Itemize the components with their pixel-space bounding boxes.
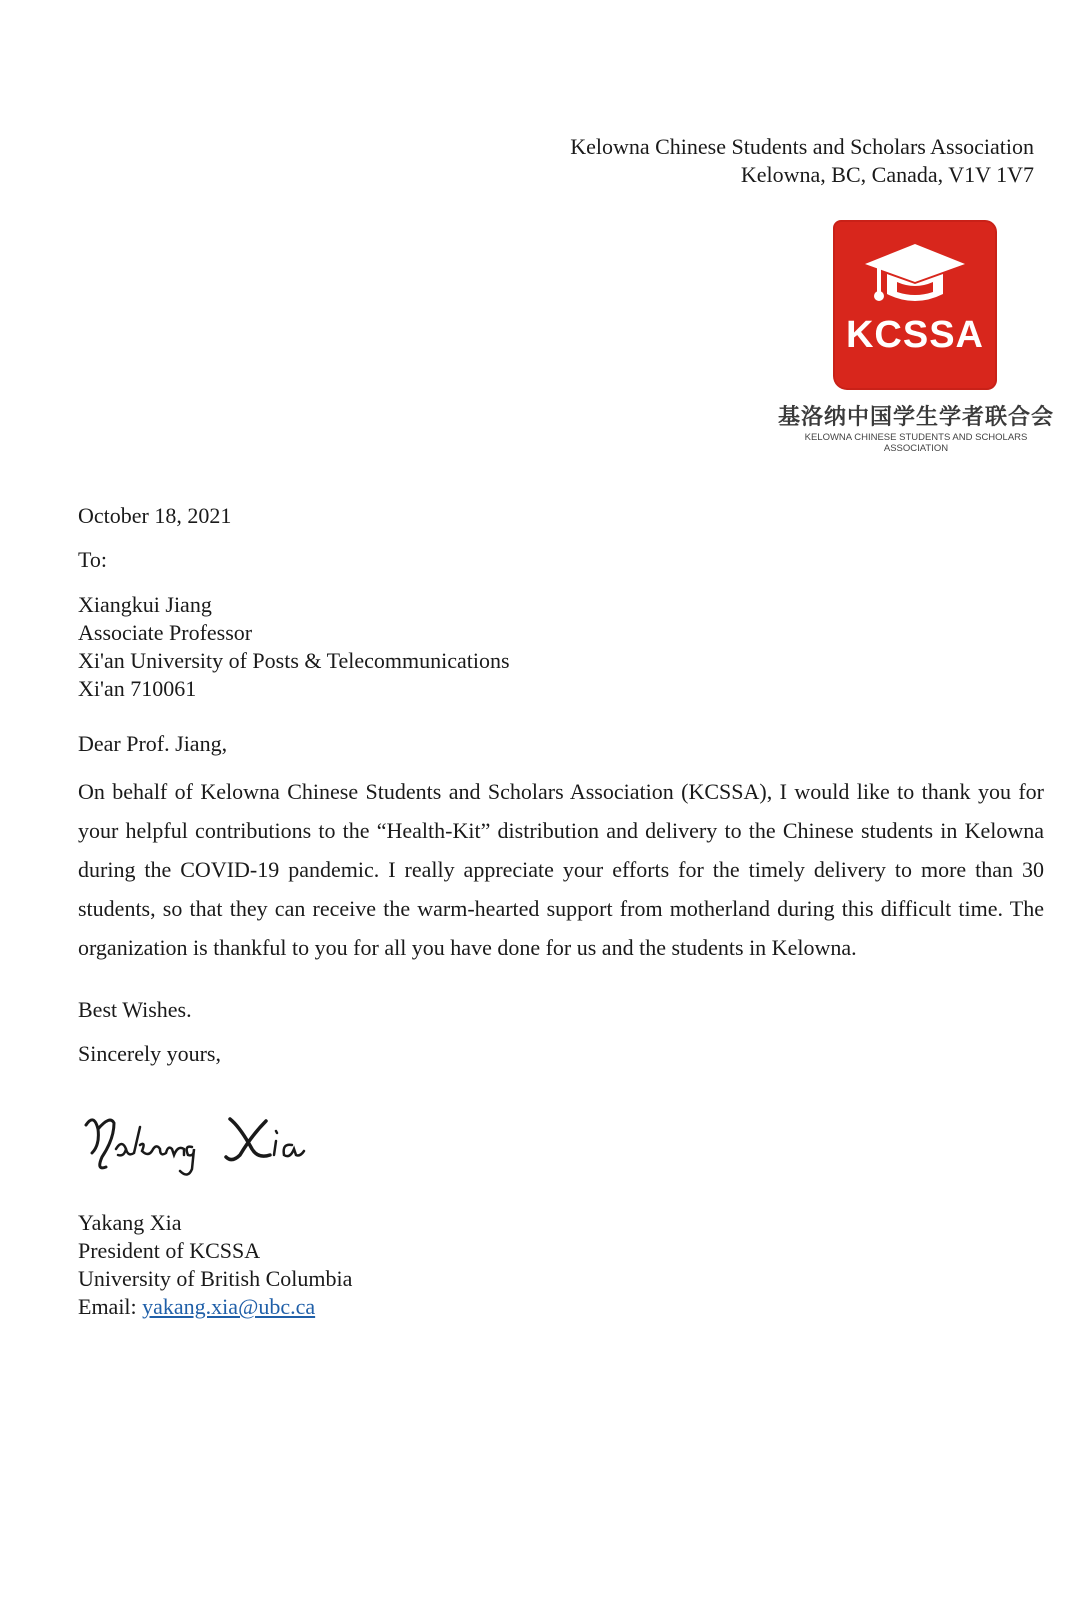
recipient-block: [78, 591, 510, 703]
org-name: Kelowna Chinese Students and Scholars Association: [570, 134, 1034, 159]
logo-english-name: KELOWNA CHINESE STUDENTS AND SCHOLARS ASSOCIATION: [804, 432, 1028, 454]
handwritten-signature: [80, 1105, 320, 1185]
recipient-institution: Xi'an University of Posts & Telecommunications: [78, 648, 510, 673]
closing-wishes: Best Wishes.: [78, 997, 192, 1022]
logo-stamp: [835, 222, 995, 388]
sender-name: Yakang Xia: [78, 1210, 182, 1235]
recipient-city: Xi'an 710061: [78, 676, 197, 701]
closing-sign-off: Sincerely yours,: [78, 1041, 221, 1066]
kcssa-logo: [775, 222, 1057, 452]
logo-chinese-name: 基洛纳中国学生学者联合会: [777, 405, 1054, 430]
salutation: Dear Prof. Jiang,: [78, 731, 228, 756]
letter-body: On behalf of Kelowna Chinese Students and Scholars Association (KCSSA), I would like to thank you for your helpful contributions to the “Health-Kit” distribution and delivery to the Chinese students in Kelowna during the COVID-19 pandemic. I really appreciate your efforts for the timely delivery to more than 30 students, so that they can receive the warm-hearted support from motherland during this difficult time. The organization is thankful to you for all you have done for us and the students in Kelowna.: [78, 779, 1044, 960]
sender-email-line: [78, 1293, 352, 1321]
email-link[interactable]: yakang.xia@ubc.ca: [142, 1294, 316, 1319]
graduation-cap-icon: [835, 222, 995, 388]
recipient-name: Xiangkui Jiang: [78, 592, 212, 617]
sender-title: President of KCSSA: [78, 1238, 261, 1263]
email-label: Email:: [78, 1294, 143, 1319]
recipient-title: Associate Professor: [78, 620, 253, 645]
org-address: Kelowna, BC, Canada, V1V 1V7: [740, 162, 1034, 187]
to-label: To:: [78, 547, 108, 572]
sender-block: [78, 1209, 352, 1321]
stamp-text: KCSSA: [845, 314, 985, 356]
letterhead: [570, 133, 1034, 189]
sender-institution: University of British Columbia: [78, 1266, 353, 1291]
letter-date: October 18, 2021: [78, 503, 232, 528]
